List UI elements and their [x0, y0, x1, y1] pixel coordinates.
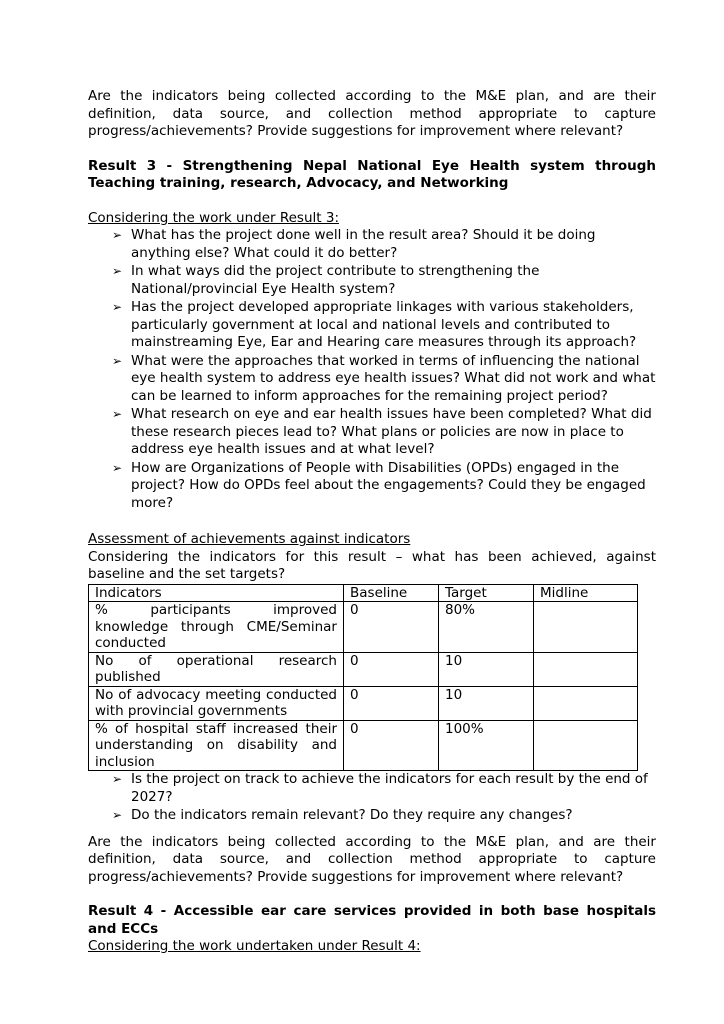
- arrow-bullet-icon: ➢: [112, 300, 123, 314]
- header-midline: Midline: [534, 584, 638, 602]
- header-baseline: Baseline: [344, 584, 439, 602]
- list-item: ➢ Do the indicators remain relevant? Do they require any changes?: [112, 807, 573, 823]
- list-item: ➢ Is the project on track to achieve the indicators for each result by the end of 2027?: [112, 771, 648, 805]
- table-cell: 0: [344, 652, 439, 686]
- arrow-bullet-icon: ➢: [112, 772, 123, 786]
- result3-considering-label: Considering the work under Result 3:: [88, 209, 339, 226]
- repeat-paragraph: Are the indicators being collected according to the M&E plan, and are their definition, data source, and collection method appropriate to capture progress/achievements? Provide suggestions for improvement where relevant?: [88, 833, 656, 885]
- arrow-bullet-icon: ➢: [112, 808, 123, 822]
- arrow-bullet-icon: ➢: [112, 407, 123, 421]
- table-cell: 0: [344, 720, 439, 771]
- table-cell: [534, 720, 638, 771]
- indicators-table: [88, 584, 638, 772]
- result3-heading: Result 3 - Strengthening Nepal National Eye Health system through Teaching training, research, Advocacy, and Networking: [88, 157, 656, 191]
- arrow-bullet-icon: ➢: [112, 353, 123, 368]
- arrow-bullet-icon: ➢: [112, 264, 123, 278]
- document-page: [88, 88, 656, 956]
- assessment-title: Assessment of achievements against indicators: [88, 531, 411, 547]
- header-indicators: Indicators: [89, 584, 344, 602]
- intro-paragraph: Are the indicators being collected according to the M&E plan, and are their definition, data source, and collection method appropriate to capture progress/achievements? Provide suggestions for improvement where relevant?: [88, 88, 656, 139]
- table-cell: % participants improved knowledge through CME/Seminar conducted: [89, 602, 344, 653]
- list-item: ➢ What were the approaches that worked in terms of influencing the national eye health system to address eye health issues? What did not work and what can be learned to inform approaches for the remaining project period?: [112, 352, 656, 404]
- table-cell: 100%: [439, 720, 534, 771]
- table-row: [89, 602, 638, 653]
- table-header-row: [89, 584, 638, 602]
- result4-considering-label: Considering the work undertaken under Result 4:: [88, 938, 421, 954]
- table-row: [89, 720, 638, 771]
- table-cell: 10: [439, 686, 534, 720]
- table-cell: 10: [439, 652, 534, 686]
- table-cell: No of operational research published: [89, 652, 344, 686]
- table-cell: [534, 686, 638, 720]
- table-cell: [534, 602, 638, 653]
- list-item: ➢ How are Organizations of People with Disabilities (OPDs) engaged in the project? How do OPDs feel about the engagements? Could they be engaged more?: [112, 459, 646, 511]
- table-cell: 80%: [439, 602, 534, 653]
- result4-heading: Result 4 - Accessible ear care services provided in both base hospitals and ECCs: [88, 903, 656, 937]
- header-target: Target: [439, 584, 534, 602]
- table-row: [89, 652, 638, 686]
- arrow-bullet-icon: ➢: [112, 228, 123, 242]
- table-row: [89, 686, 638, 720]
- list-item: ➢ Has the project developed appropriate linkages with various stakeholders, particularly government at local and national levels and contributed to mainstreaming Eye, Ear and Hearing care measures through its approach?: [112, 299, 637, 350]
- list-item: ➢ What has the project done well in the result area? Should it be doing anything else? What could it do better?: [112, 227, 596, 261]
- result3-question-list: [88, 227, 656, 512]
- arrow-bullet-icon: ➢: [112, 460, 123, 475]
- table-cell: 0: [344, 686, 439, 720]
- assessment-text: Considering the indicators for this result – what has been achieved, against baseline and the set targets?: [88, 548, 656, 582]
- list-item: ➢ What research on eye and ear health issues have been completed? What did these research pieces lead to? What plans or policies are now in place to address eye health issues and at what level?: [112, 406, 652, 457]
- table-cell: 0: [344, 602, 439, 653]
- post-table-question-list: [88, 771, 656, 825]
- table-cell: No of advocacy meeting conducted with provincial governments: [89, 686, 344, 720]
- list-item: ➢ In what ways did the project contribute to strengthening the National/provincial Eye Health system?: [112, 263, 540, 297]
- table-cell: [534, 652, 638, 686]
- table-cell: % of hospital staff increased their understanding on disability and inclusion: [89, 720, 344, 771]
